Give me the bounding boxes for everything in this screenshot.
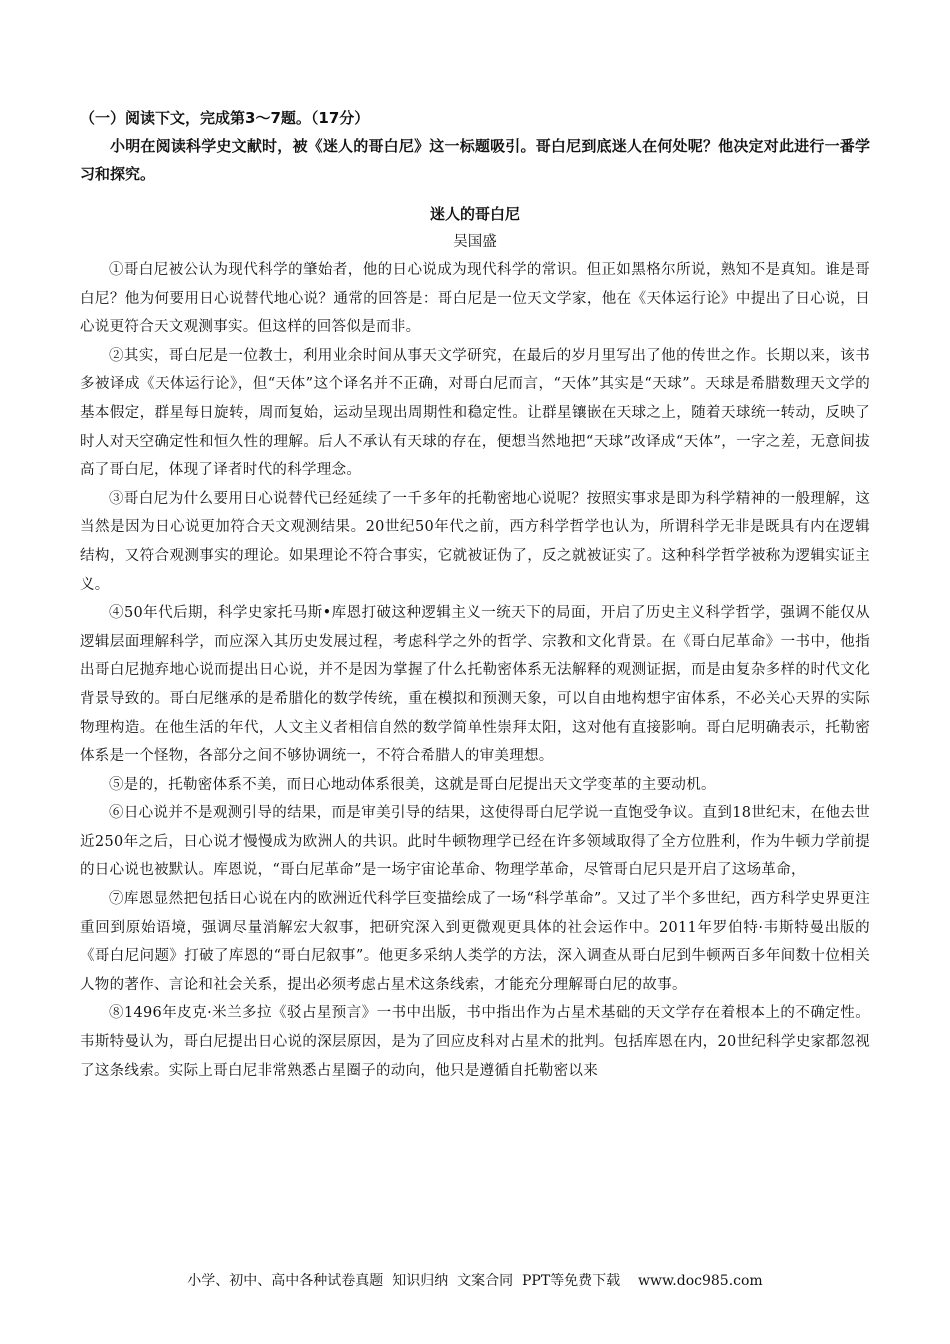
article-author: 吴国盛 <box>453 234 497 250</box>
exam-content <box>80 100 870 1085</box>
paragraph-4: ④50年代后期，科学史家托马斯•库恩打破这种逻辑主义一统天下的局面，开启了历史主义科学哲学，强调不能仅从逻辑层面理解科学，而应深入其历史发展过程，考虑科学之外的哲学、宗教和文化背景。在《哥白尼革命》一书中，他指出哥白尼抛弃地心说而提出日心说，并不是因为掌握了什么托勒密体系无法解释的观测证据，而是由复杂多样的时代文化背景导致的。哥白尼继承的是希腊化的数学传统，重在模拟和预测天象，可以自由地构想宇宙体系，不必关心天界的实际物理构造。在他生活的年代，人文主义者相信自然的数学简单性崇拜太阳，这对他有直接影响。哥白尼明确表示，托勒密体系是一个怪物，各部分之间不够协调统一，不符合希腊人的审美理想。 <box>80 605 870 765</box>
footer-url[interactable]: www.doc985.com <box>638 1273 763 1289</box>
paragraph-6: ⑥日心说并不是观测引导的结果，而是审美引导的结果，这使得哥白尼学说一直饱受争议。直到18世纪末，在他去世近250年之后，日心说才慢慢成为欧洲人的共识。此时牛顿物理学已经在许多领域取得了全方位胜利，作为牛顿力学前提的日心说也被默认。库恩说，“哥白尼革命”是一场宇宙论革命、物理学革命，尽管哥白尼只是开启了这场革命， <box>80 805 870 879</box>
section-header: （一）阅读下文，完成第3～7题。（17分） <box>80 109 370 127</box>
paragraph-8: ⑧1496年皮克·米兰多拉《驳占星预言》一书中出版，书中指出作为占星术基础的天文学存在着根本上的不确定性。韦斯特曼认为，哥白尼提出日心说的深层原因，是为了回应皮科对占星术的批判。包括库恩在内，20世纪科学史家都忽视了这条线索。实际上哥白尼非常熟悉占星圈子的动向，他只是遵循自托勒密以来 <box>80 1005 870 1079</box>
intro-paragraph: 小明在阅读科学史文献时，被《迷人的哥白尼》这一标题吸引。哥白尼到底迷人在何处呢？他决定对此进行一番学习和探究。 <box>80 137 870 183</box>
footer-text: 小学、初中、高中各种试卷真题 知识归纳 文案合同 PPT等免费下载 <box>187 1273 621 1289</box>
page-footer <box>0 1270 950 1290</box>
paragraph-7: ⑦库恩显然把包括日心说在内的欧洲近代科学巨变描绘成了一场“科学革命”。又过了半个多世纪，西方科学史界更注重回到原始语境，强调尽量消解宏大叙事，把研究深入到更微观更具体的社会运作中。2011年罗伯特·韦斯特曼出版的《哥白尼问题》打破了库恩的“哥白尼叙事”。他更多采纳人类学的方法，深入调查从哥白尼到牛顿两百多年间数十位相关人物的著作、言论和社会关系，提出必须考虑占星术这条线索，才能充分理解哥白尼的故事。 <box>80 891 870 993</box>
paragraph-2: ②其实，哥白尼是一位教士，利用业余时间从事天文学研究，在最后的岁月里写出了他的传世之作。长期以来，该书多被译成《天体运行论》，但“天体”这个译名并不正确，对哥白尼而言，“天体”其实是“天球”。天球是希腊数理天文学的基本假定，群星每日旋转，周而复始，运动呈现出周期性和稳定性。让群星镶嵌在天球之上，随着天球统一转动，反映了时人对天空确定性和恒久性的理解。后人不承认有天球的存在，便想当然地把“天球”改译成“天体”，一字之差，无意间拔高了哥白尼，体现了译者时代的科学理念。 <box>80 347 870 479</box>
paragraph-1: ①哥白尼被公认为现代科学的肇始者，他的日心说成为现代科学的常识。但正如黑格尔所说，熟知不是真知。谁是哥白尼？他为何要用日心说替代地心说？通常的回答是：哥白尼是一位天文学家，他在《天体运行论》中提出了日心说，日心说更符合天文观测事实。但这样的回答似是而非。 <box>80 262 870 336</box>
article-title: 迷人的哥白尼 <box>429 205 520 223</box>
paragraph-5: ⑤是的，托勒密体系不美，而日心地动体系很美，这就是哥白尼提出天文学变革的主要动机。 <box>109 776 716 793</box>
paragraph-3: ③哥白尼为什么要用日心说替代已经延续了一千多年的托勒密地心说呢？按照实事求是即为科学精神的一般理解，这当然是因为日心说更加符合天文观测结果。20世纪50年代之前，西方科学哲学也认为，所谓科学无非是既具有内在逻辑结构，又符合观测事实的理论。如果理论不符合事实，它就被证伪了，反之就被证实了。这种科学哲学被称为逻辑实证主义。 <box>80 490 870 593</box>
